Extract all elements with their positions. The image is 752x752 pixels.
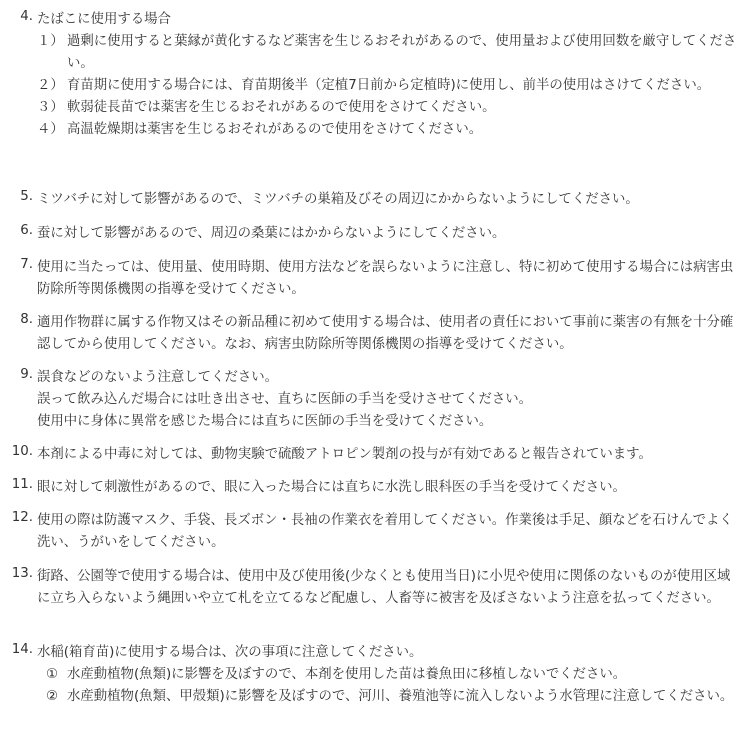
- item-number: 13.: [11, 566, 33, 581]
- list-item: [0, 367, 740, 433]
- sub-item-text: 育苗期に使用する場合には、育苗期後半（定植7日前から定植時)に使用し、前半の使用はさけてください。: [67, 78, 711, 93]
- item-text-line: 使用中に身体に異常を感じた場合には直ちに医師の手当を受けてください。: [37, 414, 493, 429]
- sub-item-text: 水産動植物(魚類)に影響を及ぼすので、本剤を使用した苗は養魚田に移植しないでください。: [67, 667, 627, 682]
- list-item: [0, 566, 740, 610]
- sub-item-number: ４）: [37, 122, 64, 137]
- item-number: 4.: [20, 9, 33, 24]
- item-text: たばこに使用する場合: [37, 12, 171, 27]
- sub-item-text: 高温乾燥期は薬害を生じるおそれがあるので使用をさけてください。: [67, 122, 483, 137]
- sub-item-number: ３）: [37, 100, 64, 115]
- item-text: 蚕に対して影響があるので、周辺の桑葉にはかからないようにしてください。: [37, 226, 506, 241]
- item-text: 使用に当たっては、使用量、使用時期、使用方法などを誤らないように注意し、特に初めて使用する場合には病害虫防除所等関係機関の指導を受けてください。: [37, 260, 734, 297]
- item-text: 使用の際は防護マスク、手袋、長ズボン・長袖の作業衣を着用してください。作業後は手足、顔などを石けんでよく洗い、うがいをしてください。: [37, 513, 733, 550]
- sub-item-text: 軟弱徒長苗では薬害を生じるおそれがあるので使用をさけてください。: [67, 100, 496, 115]
- sub-item: [37, 686, 740, 708]
- item-number: 12.: [11, 510, 33, 525]
- sub-item-text: 水産動植物(魚類、甲殻類)に影響を及ぼすので、河川、養殖池等に流入しないよう水管理に注意してください。: [67, 689, 734, 704]
- sub-item: [37, 664, 740, 686]
- item-number: 6.: [20, 223, 33, 238]
- sub-item-text: 過剰に使用すると葉縁が黄化するなど薬害を生じるおそれがあるので、使用量および使用回数を厳守してください。: [67, 34, 737, 71]
- list-item: [0, 477, 740, 499]
- item-number: 14.: [11, 642, 33, 657]
- item-text: 水稲(箱育苗)に使用する場合は、次の事項に注意してください。: [37, 645, 423, 660]
- item-text-line: 誤食などのないよう注意してください。: [37, 370, 279, 385]
- item-text: 本剤による中毒に対しては、動物実験で硫酸アトロピン製剤の投与が有効であると報告されています。: [37, 447, 652, 462]
- list-item: [0, 257, 740, 301]
- item-number: 9.: [20, 367, 33, 382]
- item-text: 街路、公園等で使用する場合は、使用中及び使用後(少なくとも使用当日)に小児や使用に関係のないものが使用区域に立ち入らないよう縄囲いや立て札を立てるなど配慮し、人畜等に被害を及ぼさないよう注意を払ってください。: [37, 569, 731, 606]
- item-number: 10.: [11, 444, 33, 459]
- list-item: [0, 510, 740, 554]
- list-item: [0, 189, 740, 211]
- item-text: 眼に対して刺激性があるので、眼に入った場合には直ちに水洗し眼科医の手当を受けてください。: [37, 480, 626, 495]
- list-item: [0, 444, 740, 466]
- list-item: [0, 312, 740, 356]
- sub-item-number: ２）: [37, 78, 64, 93]
- item-text-line: 誤って飲み込んだ場合には吐き出させ、直ちに医師の手当を受けさせてください。: [37, 392, 533, 407]
- item-text: 適用作物群に属する作物又はその新品種に初めて使用する場合は、使用者の責任において事前に薬害の有無を十分確認してから使用してください。なお、病害虫防除所等関係機関の指導を受けてください。: [37, 315, 734, 352]
- item-number: 11.: [11, 477, 33, 492]
- list-item: [0, 642, 740, 708]
- sub-item-number: １）: [37, 34, 64, 49]
- sub-item: [37, 97, 740, 119]
- item-number: 8.: [20, 312, 33, 327]
- sub-item-number: ①: [45, 667, 58, 682]
- item-number: 5.: [20, 189, 33, 204]
- item-text: ミツバチに対して影響があるので、ミツバチの巣箱及びその周辺にかからないようにしてください。: [37, 192, 639, 207]
- list-item: [0, 9, 740, 141]
- sub-item: [37, 31, 740, 75]
- item-number: 7.: [20, 257, 33, 272]
- list-item: [0, 223, 740, 245]
- sub-item-number: ②: [45, 689, 58, 704]
- sub-item: [37, 119, 740, 141]
- sub-item: [37, 75, 740, 97]
